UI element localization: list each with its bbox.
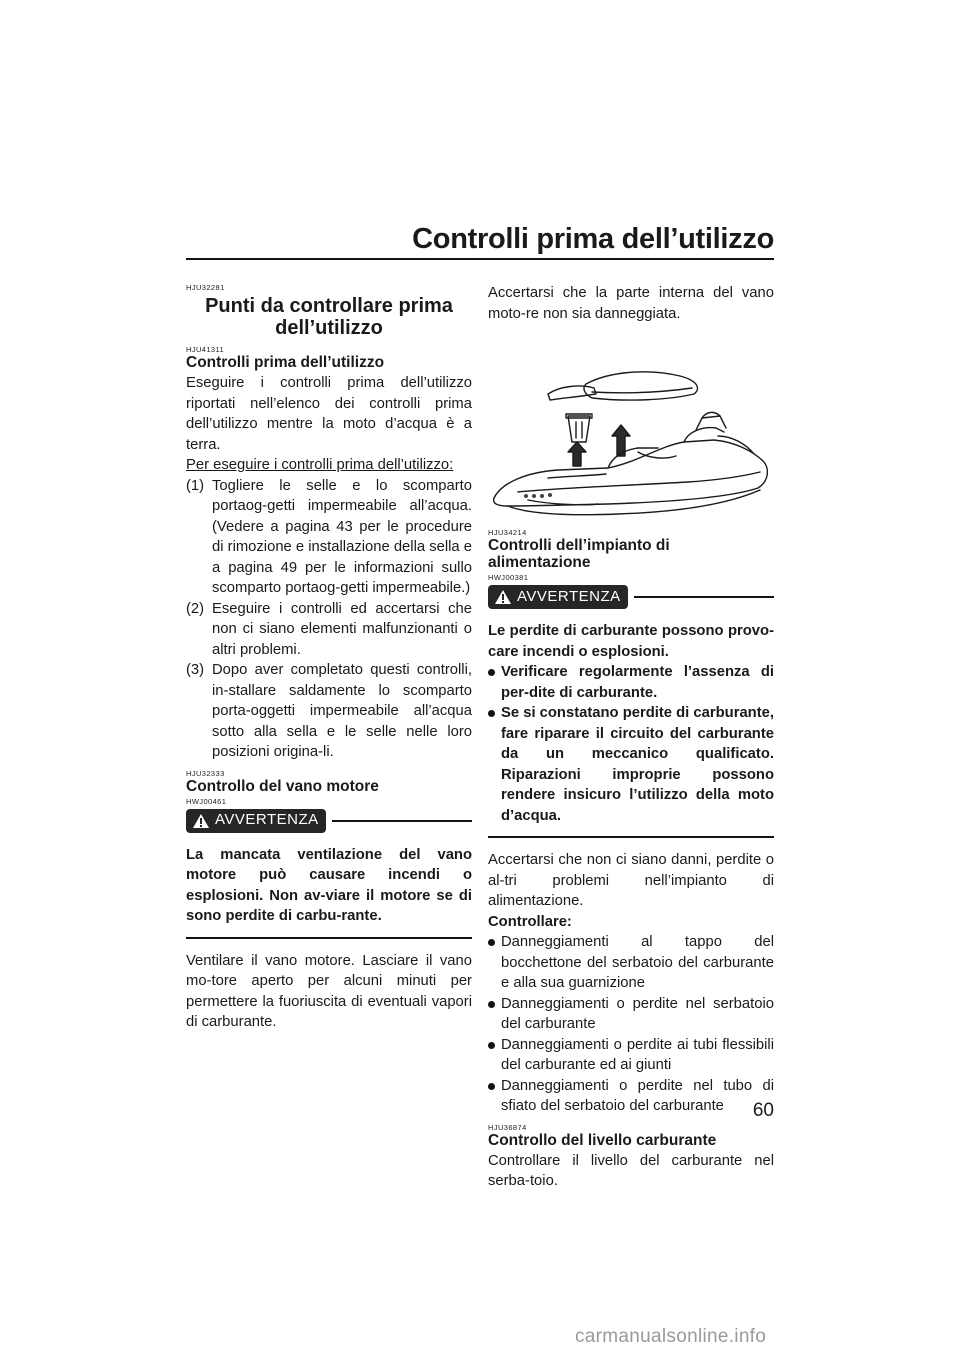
list-item [488, 703, 774, 826]
right-column [488, 283, 774, 1192]
body-paragraph: Accertarsi che non ci siano danni, perdite o al-tri problemi nell’impianto di alimentazione. [488, 852, 774, 909]
section-code: HJU41311 [186, 345, 225, 354]
list-item [488, 662, 774, 703]
subsection-title: Controlli prima dell’utilizzo [186, 354, 385, 371]
step-number: (2) [186, 600, 205, 617]
warning-badge [488, 585, 628, 609]
storage-bin [568, 416, 590, 442]
warning-code: HWJ00461 [186, 796, 227, 806]
step-text: Togliere le selle e lo scomparto portaog-getti impermeabile all’acqua. (Vedere a pagina 43 per le procedure di rimozione e installazione della sella e a pagina 49 per le informazioni sullo scomparto portaog-getti impermeabile.) [212, 477, 472, 596]
subsection-title: Controlli dell’impianto di alimentazione [488, 537, 670, 571]
procedure-step [186, 660, 472, 763]
rear-seat-part [584, 372, 698, 400]
bullet-icon [488, 1042, 495, 1049]
left-column [186, 283, 472, 1033]
list-item-text: Danneggiamenti al tappo del bocchettone del serbatoio del carburante e alla sua guarnizione [501, 934, 774, 991]
warning-triangle-icon [494, 589, 512, 605]
list-item [488, 932, 774, 994]
warning-text: Le perdite di carburante possono provo-care incendi o esplosioni. [488, 623, 774, 660]
header-rule [186, 258, 774, 260]
body-paragraph: Ventilare il vano motore. Lasciare il vano mo-tore aperto per alcuni minuti per permettere la fuoriuscita di eventuali vapori di carburante. [186, 952, 472, 1030]
warning-rule [634, 596, 774, 598]
step-number: (1) [186, 477, 205, 494]
intro-paragraph: Eseguire i controlli prima dell’utilizzo riportati nell’elenco dei controlli prima dell’utilizzo mentre la moto d’acqua è a terra. [186, 375, 472, 453]
bullet-icon [488, 669, 495, 676]
warning-end-rule [488, 836, 774, 838]
warning-badge [186, 809, 326, 833]
section-code: HJU36874 [488, 1122, 527, 1132]
front-seat-part [548, 386, 596, 400]
warning-list [488, 662, 774, 826]
list-item-text: Danneggiamenti o perdite nel tubo di sfiato del serbatoio del carburante [501, 1077, 774, 1114]
arrow-up-left [568, 442, 586, 466]
procedure-step [186, 599, 472, 661]
section-title: Punti da controllare prima dell’utilizzo [205, 295, 453, 339]
step-text: Eseguire i controlli ed accertarsi che non ci siano elementi malfunzionanti o altri problemi. [212, 600, 472, 658]
check-label: Controllare: [488, 913, 572, 930]
warning-header [488, 585, 774, 609]
bullet-icon [488, 939, 495, 946]
subsection-title: Controllo del livello carburante [488, 1131, 717, 1149]
subsection-title: Controllo del vano motore [186, 777, 379, 795]
page-title: Controlli prima dell’utilizzo [412, 223, 774, 255]
warning-label: AVVERTENZA [215, 811, 319, 829]
section-code: HJU32281 [186, 283, 225, 292]
warning-end-rule [186, 937, 472, 939]
list-item [488, 1035, 774, 1076]
warning-label: AVVERTENZA [517, 587, 621, 605]
list-item-text: Danneggiamenti o perdite nel serbatoio del carburante [501, 995, 774, 1032]
check-list [488, 932, 774, 1117]
list-item-text: Se si constatano perdite di carburante, fare riparare il circuito del carburante da un meccanico qualificato. Riparazioni improprie possono rendere insicuro l’utilizzo della moto d’acqua. [501, 705, 774, 824]
arrow-up-right [612, 425, 630, 456]
warning-rule [332, 820, 472, 822]
page-number: 60 [752, 1100, 774, 1121]
list-item-text: Verificare regolarmente l’assenza di per-dite di carburante. [501, 664, 774, 701]
section-code: HJU32333 [186, 768, 225, 778]
procedure-heading: Per eseguire i controlli prima dell’utilizzo: [186, 457, 454, 473]
section-code: HJU34214 [488, 528, 527, 537]
body-paragraph: Accertarsi che la parte interna del vano moto-re non sia danneggiata. [488, 285, 774, 322]
warning-header [186, 809, 472, 833]
warning-code: HWJ00381 [488, 573, 529, 582]
body-paragraph: Controllare il livello del carburante nel serba-toio. [488, 1152, 774, 1189]
list-item [488, 994, 774, 1035]
procedure-steps [186, 476, 472, 763]
list-item-text: Danneggiamenti o perdite ai tubi flessibili del carburante ed ai giunti [501, 1036, 774, 1073]
step-number: (3) [186, 662, 205, 678]
jet-ski-drawing [488, 332, 774, 524]
bullet-icon [488, 710, 495, 717]
bullet-icon [488, 1083, 495, 1090]
step-text: Dopo aver completato questi controlli, in-stallare saldamente lo scomparto porta-oggetti impermeabile all’acqua sotto alla sella e le selle nelle loro posizioni origina-li. [212, 662, 472, 760]
warning-text: La mancata ventilazione del vano motore può causare incendi o esplosioni. Non av-viare il motore se di sono perdite di carbu-rante. [186, 846, 472, 924]
bullet-icon [488, 1001, 495, 1008]
procedure-step [186, 476, 472, 599]
warning-triangle-icon [192, 813, 210, 829]
watermark: carmanualsonline.info [575, 1326, 767, 1347]
jet-ski-illustration [488, 332, 774, 524]
